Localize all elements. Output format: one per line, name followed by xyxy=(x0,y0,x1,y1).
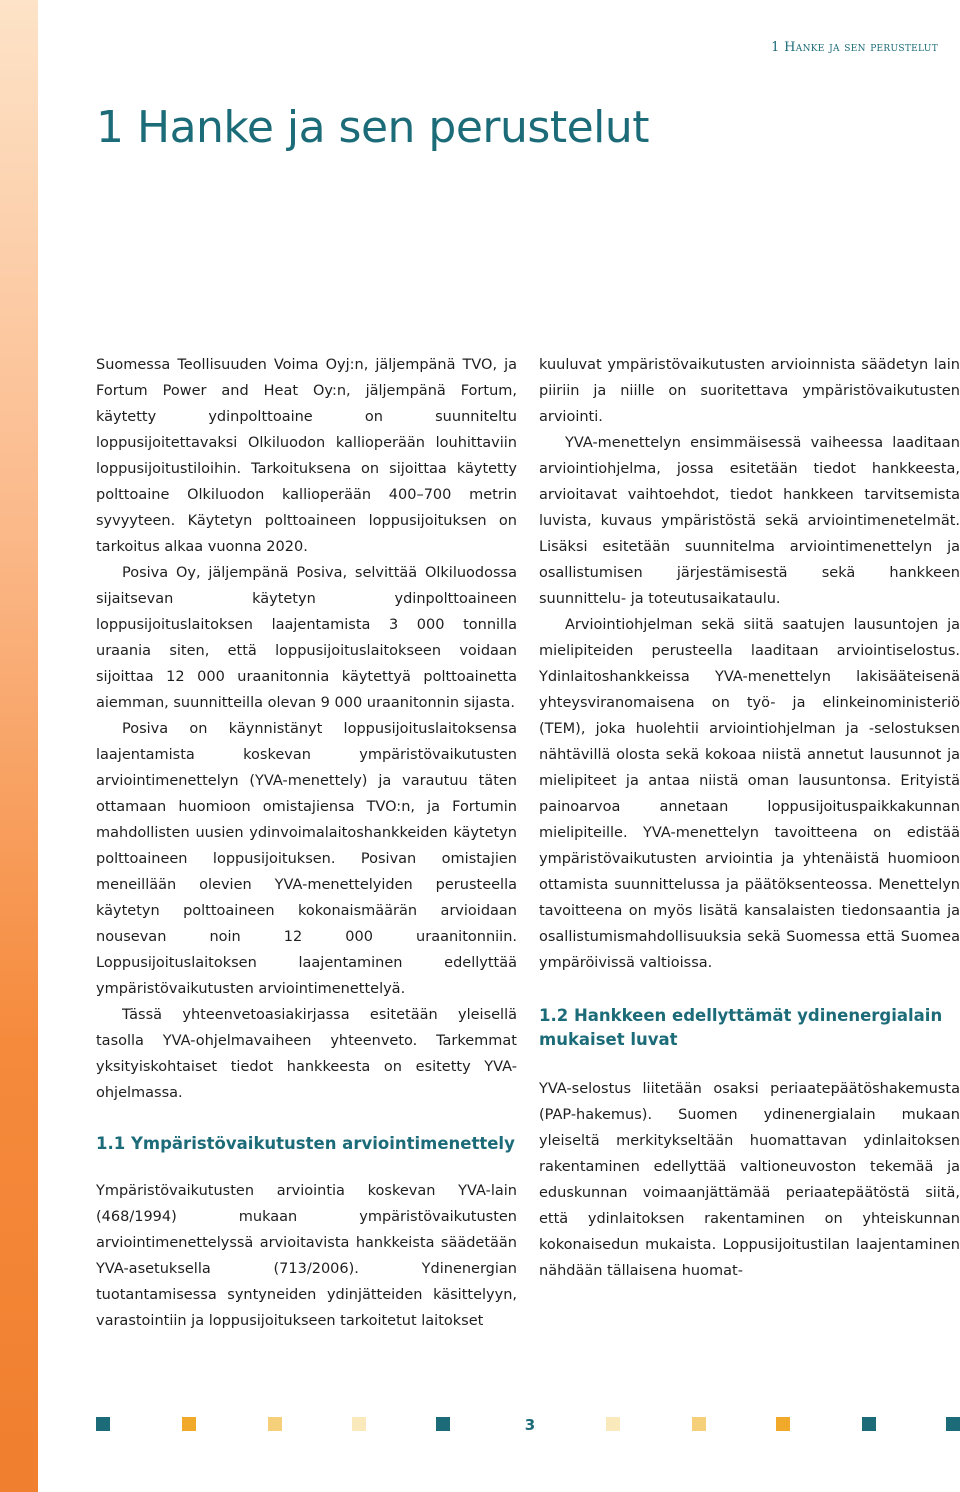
paragraph: YVA-menettelyn ensimmäisessä vaiheessa laaditaan arviointiohjelma, jossa esitetään tiedot hankkeesta, arvioitavat vaihtoehdot, tiedot hankkeen tarvitsemista luvista, kuvaus ympäristöstä sekä arviointimenetelmät. Lisäksi esitetään suunnitelma arviointimenettelyn ja osallistumisen järjestämisestä sekä hankkeen suunnittelu- ja toteutusaikataulu. xyxy=(539,435,960,607)
paragraph: kuuluvat ympäristövaikutusten arvioinnista säädetyn lain piiriin ja niille on suoritettava ympäristövaikutusten arviointi. xyxy=(539,357,960,425)
footer-square-icon xyxy=(436,1417,450,1431)
footer-square-icon xyxy=(692,1417,706,1431)
paragraph: Suomessa Teollisuuden Voima Oyj:n, jäljempänä TVO, ja Fortum Power and Heat Oy:n, jäljempänä Fortum, käytetty ydinpolttoaine on suunniteltu loppusijoitettavaksi Olkiluodon kallioperään louhittaviin loppusijoitustiloihin. Tarkoituksena on sijoittaa käytetty polttoaine Olkiluodon kallioperään 400–700 metrin syvyyteen. Käytetyn polttoaineen loppusijoituksen on tarkoitus alkaa vuonna 2020. xyxy=(96,357,517,555)
footer-square-icon xyxy=(862,1417,876,1431)
paragraph: Posiva Oy, jäljempänä Posiva, selvittää Olkiluodossa sijaitsevan käytetyn ydinpolttoaineen loppusijoituslaitoksen laajentamista 3 000 tonnilla uraania siten, että loppusijoituslaitokseen voidaan sijoittaa 12 000 uraanitonnia käytettyä polttoainetta aiemman, suunnitteilla olevan 9 000 uraanitonnin sijasta. xyxy=(96,565,517,711)
right-column xyxy=(539,352,960,1284)
paragraph: Posiva on käynnistänyt loppusijoituslaitoksensa laajentamista koskevan ympäristövaikutusten arviointimenettelyn (YVA-menettely) ja varautuu täten ottamaan huomioon omistajiensa TVO:n, ja Fortumin mahdollisten uusien ydinvoimalaitoshankkeiden käytetyn polttoaineen loppusijoituksen. Posivan omistajien meneillään olevien YVA-menettelyiden perusteella käytetyn polttoaineen kokonaismäärän arvioidaan nousevan noin 12 000 uraanitonniin. Loppusijoituslaitoksen laajentaminen edellyttää ympäristövaikutusten arviointimenettelyä. xyxy=(96,721,517,997)
footer-square-icon xyxy=(352,1417,366,1431)
left-column xyxy=(96,352,517,1334)
section-heading-1-1: 1.1 Ympäristövaikutusten arviointimenettely xyxy=(96,1134,515,1153)
chapter-title: 1 Hanke ja sen perustelut xyxy=(96,102,650,153)
page-footer xyxy=(96,1414,960,1438)
footer-square-icon xyxy=(96,1417,110,1431)
paragraph: YVA-selostus liitetään osaksi periaatepäätöshakemusta (PAP-hakemus). Suomen ydinenergialain mukaan yleiseltä merkitykseltään huomattavan ydinlaitoksen rakentaminen edellyttää valtioneuvoston tekemää ja eduskunnan voimaanjättämää periaatepäätöstä siitä, että ydinlaitoksen rakentaminen on yhteiskunnan kokonaisedun mukaista. Loppusijoitustilan laajentaminen nähdään tällaisena huomat- xyxy=(539,1081,960,1279)
side-color-bar xyxy=(0,0,38,1492)
footer-square-icon xyxy=(268,1417,282,1431)
paragraph: Arviointiohjelman sekä siitä saatujen lausuntojen ja mielipiteiden perusteella laaditaan arviointiselostus. Ydinlaitoshankkeissa YVA-menettelyn lakisääteisenä yhteysviranomaisena on työ- ja elinkeinoministeriö (TEM), joka huolehtii arviointiohjelman ja -selostuksen nähtävillä olosta sekä kokoaa niistä annetut lausunnot ja mielipiteet ja antaa niistä oman lausuntonsa. Erityistä painoarvoa annetaan loppusijoituspaikkakunnan mielipiteille. YVA-menettelyn tavoitteena on edistää ympäristövaikutusten arviointia ja yhtenäistä huomioon ottamista suunnittelussa ja päätöksenteossa. Menettelyn tavoitteena on myös lisätä kansalaisten tiedonsaantia ja osallistumismahdollisuuksia sekä Suomessa että Suomea ympäröivissä valtioissa. xyxy=(539,617,960,971)
running-header: 1 Hanke ja sen perustelut xyxy=(771,40,938,55)
paragraph: Tässä yhteenvetoasiakirjassa esitetään yleisellä tasolla YVA-ohjelmavaiheen yhteenveto. Tarkemmat yksityiskohtaiset tiedot hankkeesta on esitetty YVA-ohjelmassa. xyxy=(96,1007,517,1101)
footer-square-icon xyxy=(182,1417,196,1431)
footer-square-icon xyxy=(946,1417,960,1431)
section-heading-1-2: 1.2 Hankkeen edellyttämät ydinenergialain mukaiset luvat xyxy=(539,1006,943,1049)
footer-square-icon xyxy=(606,1417,620,1431)
footer-square-icon xyxy=(776,1417,790,1431)
paragraph: Ympäristövaikutusten arviointia koskevan YVA-lain (468/1994) mukaan ympäristövaikutusten arviointimenettelyssä arvioitavista hankkeista säädetään YVA-asetuksella (713/2006). Ydinenergian tuotantamisessa syntyneiden ydinjätteiden käsittelyyn, varastointiin ja loppusijoitukseen tarkoitetut laitokset xyxy=(96,1183,517,1329)
page-number: 3 xyxy=(524,1416,536,1434)
